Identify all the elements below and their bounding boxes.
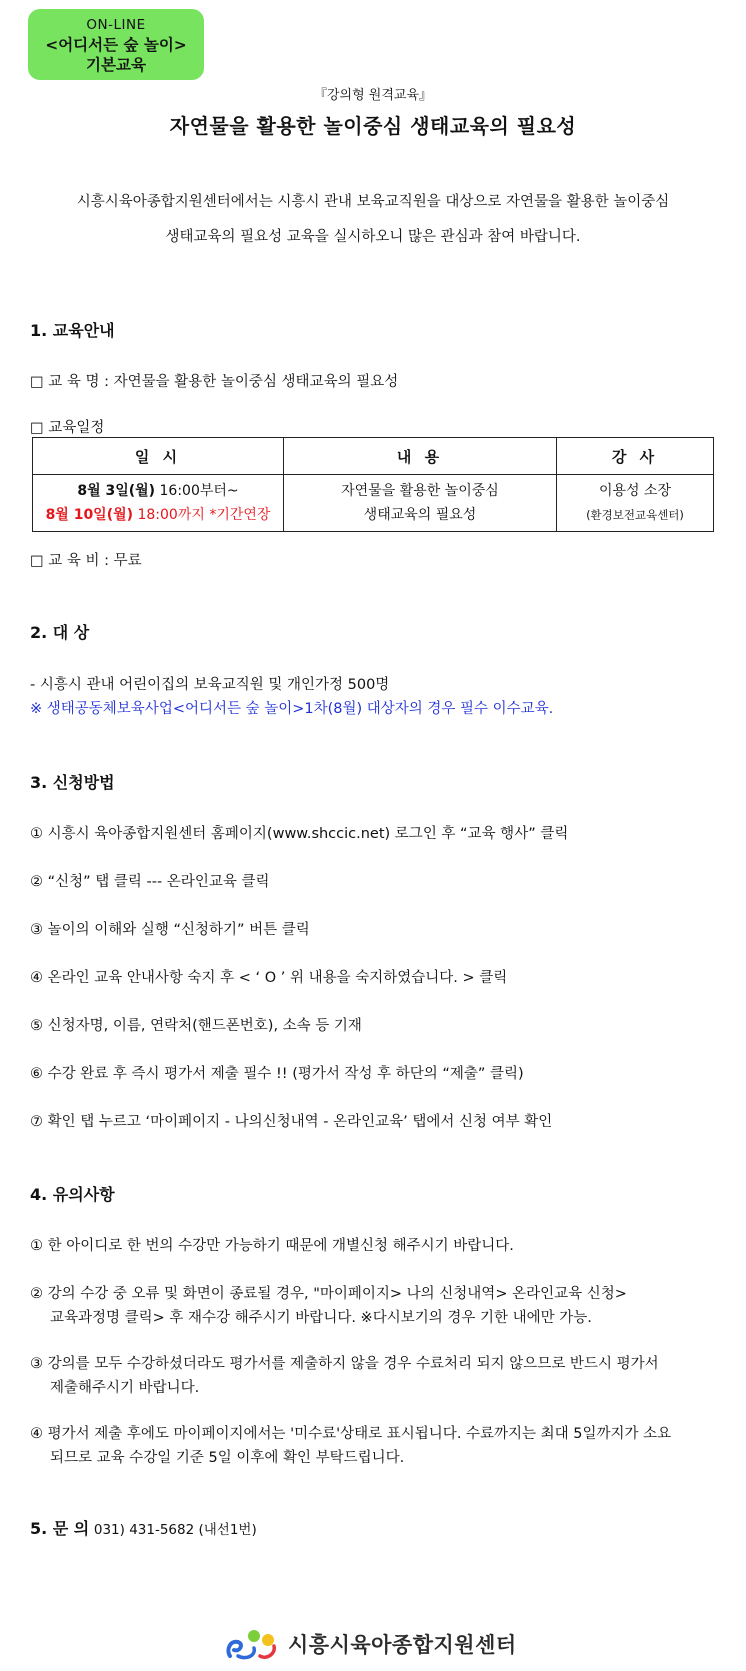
date-end [34, 503, 282, 527]
section5-heading: 5. 문 의 [30, 1519, 90, 1538]
header-content: 내 용 [284, 438, 557, 475]
notice-3-line1: ③ 강의를 모두 수강하셨더라도 평가서를 제출하지 않을 경우 수료처리 되지 않으므로 반드시 평가서 [30, 1356, 659, 1372]
step-4: ④ 온라인 교육 안내사항 숙지 후 < ‘ O ’ 위 내용을 숙지하였습니다. > 클릭 [30, 970, 508, 986]
online-badge [28, 9, 204, 80]
step-2: ② “신청” 탭 클릭 --- 온라인교육 클릭 [30, 874, 270, 890]
schedule-table [32, 437, 714, 532]
center-logo [224, 1626, 517, 1662]
step-3: ③ 놀이의 이해와 실행 “신청하기” 버튼 클릭 [30, 922, 310, 938]
section4-heading: 4. 유의사항 [30, 1185, 115, 1204]
badge-line3: 기본교육 [86, 55, 146, 74]
date-start-time: 16:00부터~ [155, 483, 239, 499]
notice-2-line1: ② 강의 수강 중 오류 및 화면이 종료될 경우, "마이페이지> 나의 신청내역> 온라인교육 신청> [30, 1286, 627, 1302]
date-end-day: 8월 10일(월) [45, 507, 134, 523]
badge-line1: ON-LINE [86, 16, 146, 33]
date-start [34, 479, 282, 503]
center-name: 시흥시육아종합지원센터 [288, 1633, 517, 1657]
section3-heading: 3. 신청방법 [30, 773, 115, 792]
page-title: 자연물을 활용한 놀이중심 생태교육의 필요성 [169, 114, 577, 138]
header-date: 일 시 [33, 438, 284, 475]
table-row [33, 475, 714, 532]
badge-line2: <어디서든 숲 놀이> [45, 35, 187, 54]
target-text: - 시흥시 관내 어린이집의 보육교직원 및 개인가정 500명 [30, 677, 390, 693]
instructor-org: (환경보전교육센터) [586, 508, 684, 522]
section2-heading: 2. 대 상 [30, 623, 90, 642]
instructor-name: 이용성 소장 [598, 483, 672, 499]
date-cell [33, 475, 284, 532]
date-start-day: 8월 3일(월) [77, 483, 156, 499]
content-line1: 자연물을 활용한 놀이중심 [341, 483, 499, 499]
step-5: ⑤ 신청자명, 이름, 연락처(핸드폰번호), 소속 등 기재 [30, 1018, 362, 1034]
notice-3-line2: 제출해주시기 바랍니다. [50, 1380, 200, 1396]
step-1: ① 시흥시 육아종합지원센터 홈페이지(www.shccic.net) 로그인 후 “교육 행사” 클릭 [30, 826, 569, 842]
schedule-label: □ 교육일정 [30, 420, 105, 436]
step-7: ⑦ 확인 탭 누르고 ‘마이페이지 - 나의신청내역 - 온라인교육’ 탭에서 신청 여부 확인 [30, 1114, 553, 1130]
intro-line1: 시흥시육아종합지원센터에서는 시흥시 관내 보육교직원을 대상으로 자연물을 활용한 놀이중심 [76, 194, 670, 210]
content-cell [284, 475, 557, 532]
contact-number: 031) 431-5682 (내선1번) [93, 1522, 257, 1538]
target-note: ※ 생태공동체보육사업<어디서든 숲 놀이>1차(8월) 대상자의 경우 필수 이수교육. [30, 701, 554, 717]
instructor-cell [557, 475, 714, 532]
notice-2-line2: 교육과정명 클릭> 후 재수강 해주시기 바랍니다. ※다시보기의 경우 기한 내에만 가능. [50, 1310, 592, 1326]
table-header-row [33, 438, 714, 475]
contact-line [30, 1516, 257, 1539]
subtitle: 『강의형 원격교육』 [313, 88, 433, 103]
center-logo-icon [224, 1626, 280, 1662]
date-end-time: 18:00까지 [133, 507, 210, 523]
notice-4-line1: ④ 평가서 제출 후에도 마이페이지에서는 '미수료'상태로 표시됩니다. 수료까지는 최대 5일까지가 소요 [30, 1426, 672, 1442]
intro-line2: 생태교육의 필요성 교육을 실시하오니 많은 관심과 참여 바랍니다. [165, 229, 581, 245]
content-line2: 생태교육의 필요성 [363, 507, 477, 523]
fee: □ 교 육 비 : 무료 [30, 553, 142, 569]
header-instructor: 강 사 [557, 438, 714, 475]
section1-heading: 1. 교육안내 [30, 321, 115, 340]
course-name: □ 교 육 명 : 자연물을 활용한 놀이중심 생태교육의 필요성 [30, 374, 399, 390]
notice-4-line2: 되므로 교육 수강일 기준 5일 이후에 확인 부탁드립니다. [50, 1450, 405, 1466]
extension-note: *기간연장 [209, 507, 271, 523]
notice-1: ① 한 아이디로 한 번의 수강만 가능하기 때문에 개별신청 해주시기 바랍니다. [30, 1238, 514, 1254]
step-6: ⑥ 수강 완료 후 즉시 평가서 제출 필수 !! (평가서 작성 후 하단의 “제출” 클릭) [30, 1066, 524, 1082]
